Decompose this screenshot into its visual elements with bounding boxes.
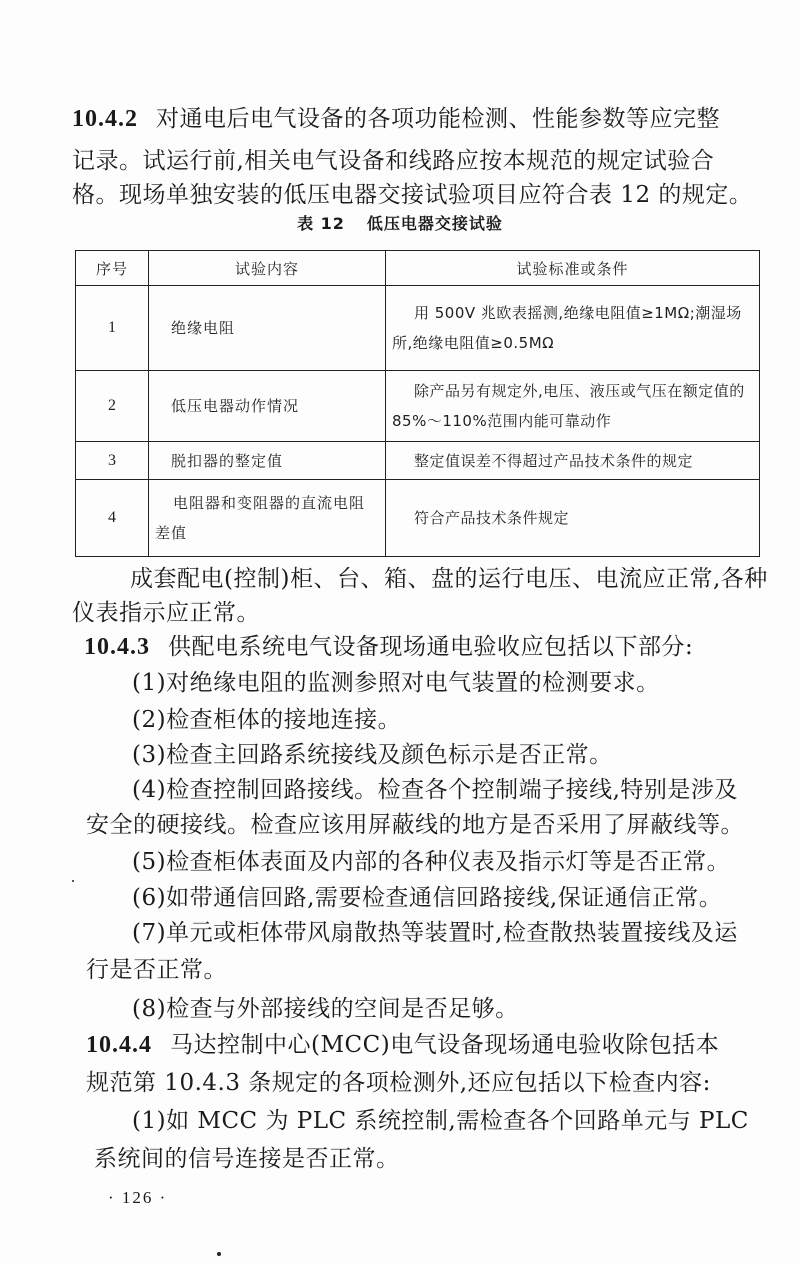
list-item: (1)对绝缘电阻的监测参照对电气装置的检测要求。 bbox=[132, 670, 660, 696]
paragraph-text: 供配电系统电气设备现场通电验收应包括以下部分: bbox=[168, 634, 694, 660]
cell-serial-no: 1 bbox=[76, 286, 149, 371]
table-caption-title: 低压电器交接试验 bbox=[366, 214, 503, 233]
section-number: 10.4.3 bbox=[84, 634, 150, 660]
list-item-continued: 安全的硬接线。检查应该用屏蔽线的地方是否采用了屏蔽线等。 bbox=[86, 812, 744, 838]
list-item: (6)如带通信回路,需要检查通信回路接线,保证通信正常。 bbox=[132, 885, 723, 911]
cell-test-condition: 除产品另有规定外,电压、液压或气压在额定值的 85%～110%范围内能可靠动作 bbox=[386, 371, 760, 442]
list-item-continued: 行是否正常。 bbox=[86, 957, 227, 983]
after-table-line-1: 成套配电(控制)柜、台、箱、盘的运行电压、电流应正常,各种 bbox=[130, 566, 768, 592]
print-speck bbox=[217, 1252, 221, 1256]
cell-test-condition: 符合产品技术条件规定 bbox=[386, 480, 760, 557]
list-item: (3)检查主回路系统接线及颜色标示是否正常。 bbox=[132, 742, 613, 768]
section-10-4-2-line-1 bbox=[72, 104, 720, 134]
list-item: (5)检查柜体表面及内部的各种仪表及指示灯等是否正常。 bbox=[132, 849, 731, 875]
cell-test-condition: 用 500V 兆欧表摇测,绝缘电阻值≥1MΩ;潮湿场所,绝缘电阻值≥0.5MΩ bbox=[386, 286, 760, 371]
section-10-4-2-line-2: 记录。试运行前,相关电气设备和线路应按本规范的规定试验合 bbox=[72, 148, 715, 174]
list-item: (7)单元或柜体带风扇散热等装置时,检查散热装置接线及运 bbox=[132, 920, 738, 946]
list-item: (4)检查控制回路接线。检查各个控制端子接线,特别是涉及 bbox=[132, 777, 738, 803]
paragraph-text: 对通电后电气设备的各项功能检测、性能参数等应完整 bbox=[156, 106, 720, 132]
cell-serial-no: 2 bbox=[76, 371, 149, 442]
table-caption-number: 表 12 bbox=[297, 214, 345, 233]
page-number: · 126 · bbox=[108, 1188, 168, 1207]
table-row bbox=[76, 371, 760, 442]
section-10-4-3-heading bbox=[84, 632, 693, 662]
section-10-4-4-line-4: 系统间的信号连接是否正常。 bbox=[94, 1146, 400, 1172]
section-10-4-2-line-3: 格。现场单独安装的低压电器交接试验项目应符合表 12 的规定。 bbox=[72, 182, 753, 208]
table-caption bbox=[0, 212, 800, 236]
paragraph-text: 马达控制中心(MCC)电气设备现场通电验收除包括本 bbox=[170, 1032, 720, 1058]
cell-serial-no: 4 bbox=[76, 480, 149, 557]
section-number: 10.4.2 bbox=[72, 106, 138, 132]
section-number: 10.4.4 bbox=[86, 1032, 152, 1058]
header-test-standard: 试验标准或条件 bbox=[386, 251, 760, 286]
list-item: (8)检查与外部接线的空间是否足够。 bbox=[132, 996, 519, 1022]
cell-test-condition: 整定值误差不得超过产品技术条件的规定 bbox=[386, 442, 760, 480]
table-header-row bbox=[76, 251, 760, 286]
cell-serial-no: 3 bbox=[76, 442, 149, 480]
cell-test-item: 电阻器和变阻器的直流电阻差值 bbox=[149, 480, 386, 557]
section-10-4-4-line-1 bbox=[86, 1030, 719, 1060]
table-row bbox=[76, 442, 760, 480]
header-serial-no: 序号 bbox=[76, 251, 149, 286]
table-row bbox=[76, 286, 760, 371]
cell-test-item: 绝缘电阻 bbox=[149, 286, 386, 371]
header-test-item: 试验内容 bbox=[149, 251, 386, 286]
cell-test-item: 低压电器动作情况 bbox=[149, 371, 386, 442]
list-item: (2)检查柜体的接地连接。 bbox=[132, 707, 402, 733]
cell-test-item: 脱扣器的整定值 bbox=[149, 442, 386, 480]
section-10-4-4-line-2: 规范第 10.4.3 条规定的各项检测外,还应包括以下检查内容: bbox=[86, 1070, 711, 1096]
print-speck bbox=[72, 880, 74, 882]
section-10-4-4-line-3: (1)如 MCC 为 PLC 系统控制,需检查各个回路单元与 PLC bbox=[132, 1108, 749, 1134]
table-12-low-voltage-tests bbox=[75, 250, 760, 557]
after-table-line-2: 仪表指示应正常。 bbox=[72, 600, 260, 626]
table-row bbox=[76, 480, 760, 557]
